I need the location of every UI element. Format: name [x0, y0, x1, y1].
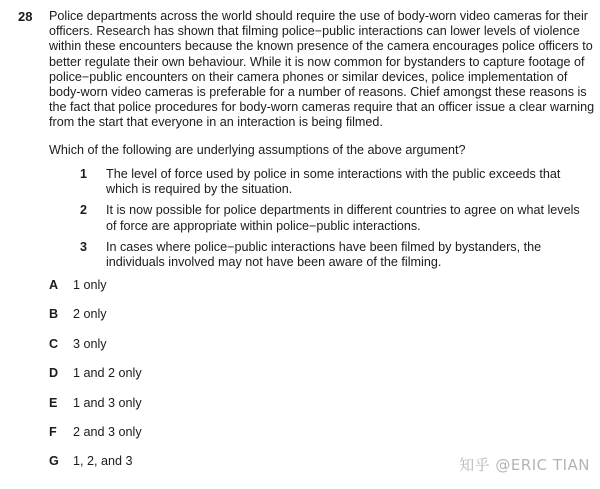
option-g[interactable]: [49, 454, 349, 483]
statement-text: It is now possible for police departments in different countries to agree on what levels of force are appropriate within police−public interactions.: [106, 203, 580, 233]
option-a[interactable]: [49, 278, 349, 307]
statement-text: The level of force used by police in some interactions with the public exceeds that which is required by the situation.: [106, 167, 561, 197]
passage: [49, 9, 595, 131]
option-letter: C: [49, 336, 59, 351]
option-f[interactable]: [49, 425, 349, 454]
statement-number: 2: [80, 203, 88, 218]
option-e[interactable]: [49, 396, 349, 425]
statement-item: [80, 203, 580, 233]
statement-item: [80, 167, 580, 197]
option-text: 1, 2, and 3: [73, 454, 133, 469]
option-c[interactable]: [49, 337, 349, 366]
statement-item: [80, 240, 580, 270]
option-letter: A: [49, 278, 59, 292]
option-letter: F: [49, 424, 57, 439]
option-letter: B: [49, 307, 59, 322]
question-number: 28: [18, 9, 33, 24]
question-prompt: Which of the following are underlying assumptions of the above argument?: [49, 143, 466, 157]
statement-number: 1: [80, 167, 88, 181]
option-d[interactable]: [49, 366, 349, 395]
option-b[interactable]: [49, 307, 349, 336]
option-text: 1 only: [73, 278, 107, 292]
option-text: 1 and 2 only: [73, 366, 142, 381]
option-letter: D: [49, 366, 59, 381]
statement-text: In cases where police−public interactions have been filmed by bystanders, the individuals involved may not have been aware of the filming.: [106, 239, 542, 270]
option-letter: G: [49, 454, 59, 469]
statements-list: [80, 167, 580, 276]
watermark: 知乎 @ERIC TIAN: [459, 456, 590, 474]
option-text: 2 only: [73, 307, 107, 322]
answer-options: [49, 278, 349, 484]
option-letter: E: [49, 395, 58, 410]
option-text: 2 and 3 only: [73, 424, 142, 439]
option-text: 3 only: [73, 336, 107, 351]
option-text: 1 and 3 only: [73, 395, 142, 410]
statement-number: 3: [80, 239, 88, 254]
passage-text: Police departments across the world should require the use of body-worn video cameras for their officers. Research has shown that filming police−public interactions can lower levels of violence within these encounters because the known presence of the camera encourages police officers to better regulate their own behaviour. While it is now common for bystanders to capture footage of police−public encounters on their camera phones or similar devices, police implementation of body-worn video cameras is preferable for a number of reasons. Chief amongst these reasons is the fact that police procedures for body-worn cameras require that an officer issue a clear warning from the start that everyone in an interaction is being filmed.: [49, 9, 595, 130]
